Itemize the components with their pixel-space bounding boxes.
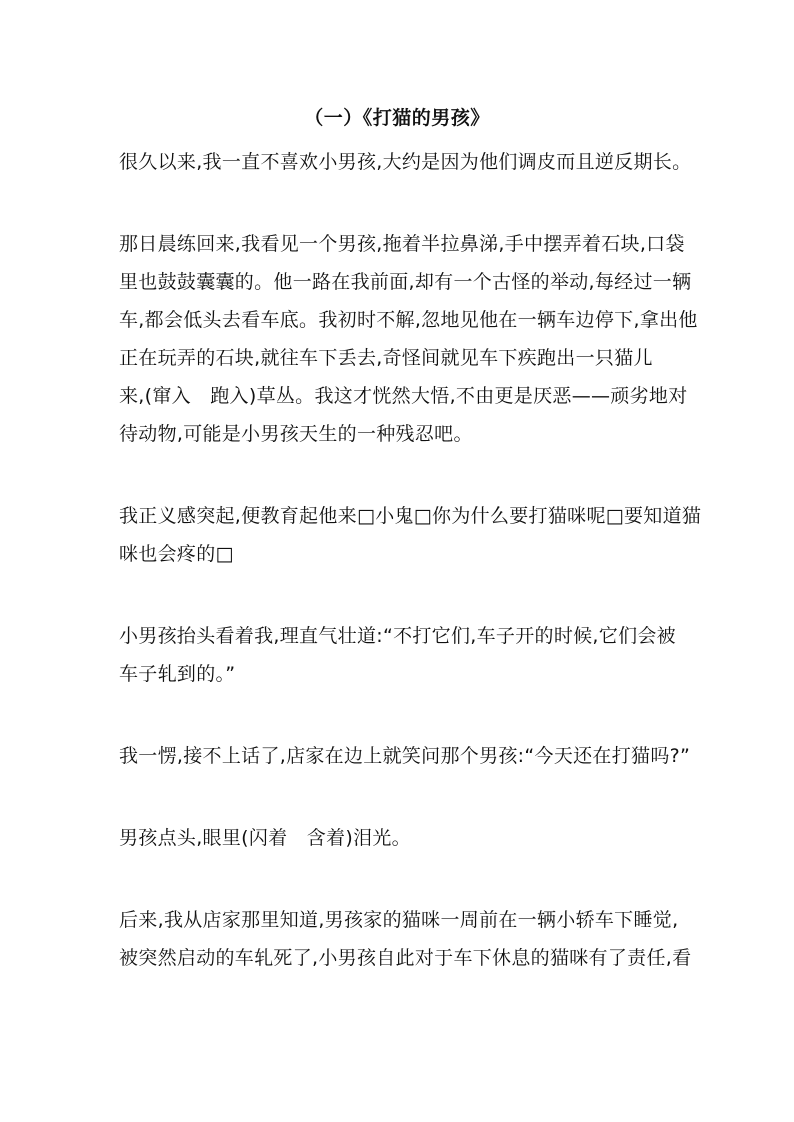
text-line: 小男孩抬头看着我,理直气壮道:“不打它们,车子开的时候,它们会被 bbox=[119, 625, 676, 647]
text-line: 后来,我从店家那里知道,男孩家的猫咪一周前在一辆小轿车下睡觉, bbox=[119, 909, 679, 931]
text-line: 被突然启动的车轧死了,小男孩自此对于车下休息的猫咪有了责任,看 bbox=[119, 947, 692, 969]
text-line: 车,都会低头去看车底。我初时不解,忽地见他在一辆车边停下,拿出他 bbox=[119, 309, 698, 331]
text-line: 很久以来,我一直不喜欢小男孩,大约是因为他们调皮而且逆反期长。 bbox=[119, 151, 692, 173]
text-line: 车子轧到的。” bbox=[119, 663, 236, 685]
text-line: 我正义感突起,便教育起他来□小鬼□你为什么要打猫咪呢□要知道猫 bbox=[119, 505, 702, 527]
document-title: （一）《打猫的男孩》 bbox=[304, 107, 490, 129]
text-line: 咪也会疼的□ bbox=[119, 543, 234, 565]
text-line: 来,(窜入 跑入)草丛。我这才恍然大悟,不由更是厌恶——顽劣地对 bbox=[119, 385, 688, 407]
text-line: 待动物,可能是小男孩天生的一种残忍吧。 bbox=[119, 423, 473, 445]
text-line: 我一愣,接不上话了,店家在边上就笑问那个男孩:“今天还在打猫吗?” bbox=[119, 745, 691, 767]
text-line: 男孩点头,眼里(闪着 含着)泪光。 bbox=[119, 827, 411, 849]
text-line: 那日晨练回来,我看见一个男孩,拖着半拉鼻涕,手中摆弄着石块,口袋 bbox=[119, 233, 685, 255]
text-line: 正在玩弄的石块,就往车下丢去,奇怪间就见车下疾跑出一只猫儿 bbox=[119, 347, 653, 369]
text-line: 里也鼓鼓囊囊的。他一路在我前面,却有一个古怪的举动,每经过一辆 bbox=[119, 271, 692, 293]
